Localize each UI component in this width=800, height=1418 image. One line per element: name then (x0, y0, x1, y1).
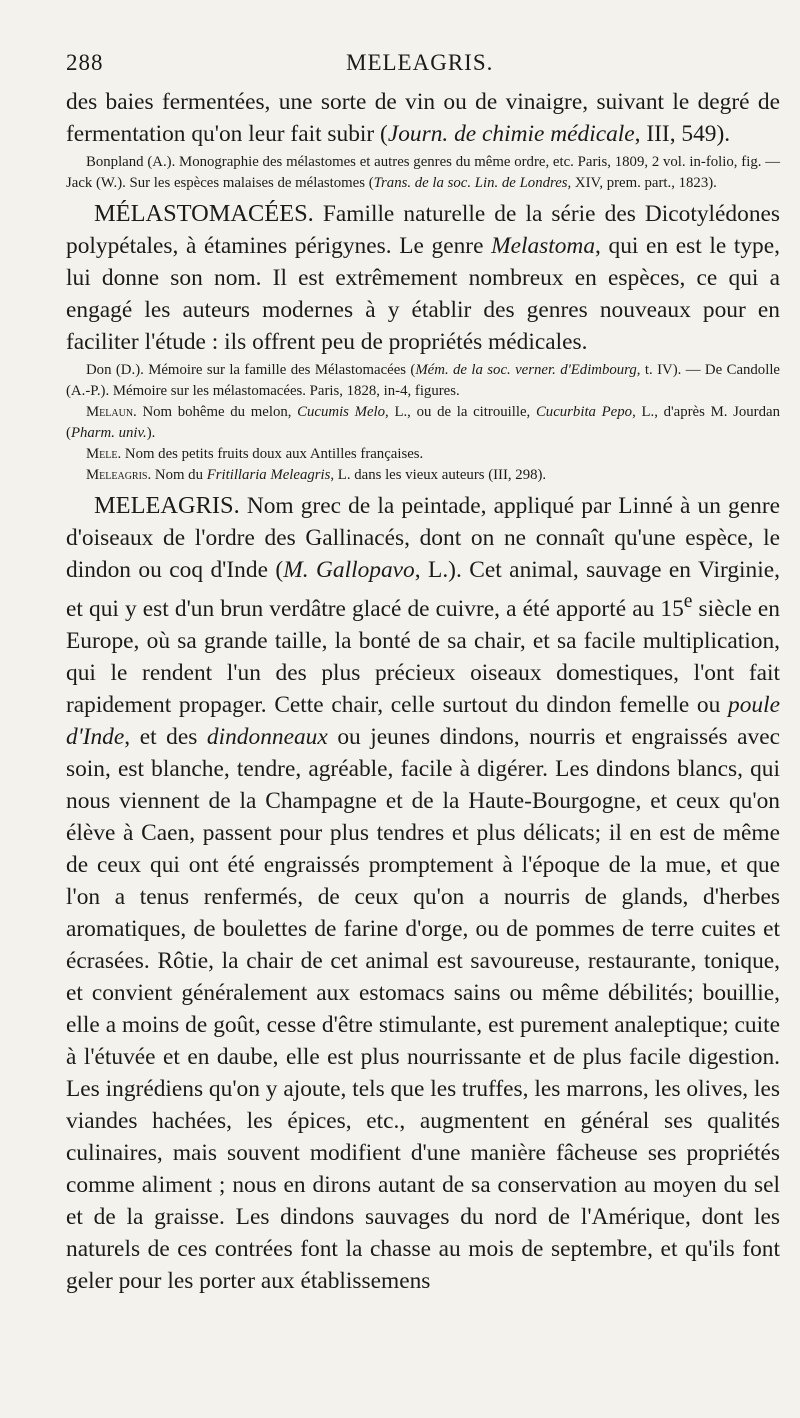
entry-meleagris: MELEAGRIS. Nom grec de la peintade, appliqué par Linné à un genre d'oiseaux de l'ordre des Gallinacés, dont on ne connaît qu'une espèce, le dindon ou coq d'Inde (M. Gallopavo, L.). Cet animal, sauvage en Virginie, et qui y est d'un brun verdâtre glacé de cuivre, a été apporté au 15e siècle en Europe, où sa grande taille, la bonté de sa chair, et sa facile multiplication, qui le rendent l'un des plus précieux oiseaux domestiques, l'ont fait rapidement propager. Cette chair, celle surtout du dindon femelle ou poule d'Inde, et des dindonneaux ou jeunes dindons, nourris et engraissés avec soin, est blanche, tendre, agréable, facile à digérer. Les dindons blancs, qui nous viennent de la Champagne et de la Haute-Bourgogne, et ceux qu'on élève à Caen, passent pour plus tendres et plus délicats; il en est de même de ceux qui ont été engraissés promptement à l'époque de la mue, et que l'on a tenus renfermés, de ceux qu'on a nourris de glands, d'herbes aromatiques, de boulettes de farine d'orge, ou de pommes de terre cuites et écrasées. Rôtie, la chair de cet animal est savoureuse, restaurante, tonique, et convient généralement aux estomacs sains ou même débilités; bouillie, elle a moins de goût, cesse d'être stimulante, est purement analeptique; cuite à l'étuvée et en daube, elle est plus nourrissante et de plus facile digestion. Les ingrédiens qu'on y ajoute, tels que les truffes, les marrons, les olives, les viandes hachées, les épices, etc., augmentent en général ses qualités culinaires, mais souvent modifient d'une manière fâcheuse ses propriétés comme aliment ; nous en dirons autant de sa conservation au moyen du sel et de la graisse. Les dindons sauvages du nord de l'Amérique, dont les naturels de ces contrées font la chasse au mois de septembre, et qu'ils font geler pour les porter aux établissemens (66, 492, 780, 1294)
running-title: MELEAGRIS. (346, 50, 494, 75)
entry-heading: MÉLASTOMACÉES. (94, 200, 314, 227)
reference-don: Don (D.). Mémoire sur la famille des Mélastomacées (Mém. de la soc. verner. d'Edimbourg, t. IV). — De Candolle (A.-P.). Mémoire sur les mélastomacées. Paris, 1828, in-4, figures. (66, 362, 780, 399)
page-header (66, 50, 780, 86)
entry-heading: Mele. (86, 446, 122, 462)
entry-heading: Melaun. (86, 404, 137, 420)
paragraph-continuation: des baies fermentées, une sorte de vin ou de vinaigre, suivant le degré de fermentation qu'on leur fait subir (Journ. de chimie médicale, III, 549). (66, 89, 780, 147)
entry-melastomacees: MÉLASTOMACÉES. Famille naturelle de la série des Dicotylédones polypétales, à étamines périgynes. Le genre Melastoma, qui en est le type, lui donne son nom. Il est extrêmement nombreux en espèces, ce qui a engagé les auteurs modernes à y établir des genres nouveaux pour en faciliter l'étude : ils offrent peu de propriétés médicales. (66, 200, 780, 355)
entry-heading: Meleagris. (86, 467, 152, 483)
entry-mele: Mele. Nom des petits fruits doux aux Antilles françaises. (86, 446, 424, 462)
entry-heading: MELEAGRIS. (94, 492, 240, 519)
reference-bonpland: Bonpland (A.). Monographie des mélastomes et autres genres du même ordre, etc. Paris, 1809, 2 vol. in-folio, fig. — Jack (W.). Sur les espèces malaises de mélastomes (Trans. de la soc. Lin. de Londres, XIV, prem. part., 1823). (66, 154, 780, 191)
page-number: 288 (66, 50, 104, 75)
entry-meleagris-short: Meleagris. Nom du Fritillaria Meleagris, L. dans les vieux auteurs (III, 298). (86, 467, 547, 483)
entry-melaun: Melaun. Nom bohême du melon, Cucumis Melo, L., ou de la citrouille, Cucurbita Pepo, L., d'après M. Jourdan (Pharm. univ.). (66, 404, 780, 441)
